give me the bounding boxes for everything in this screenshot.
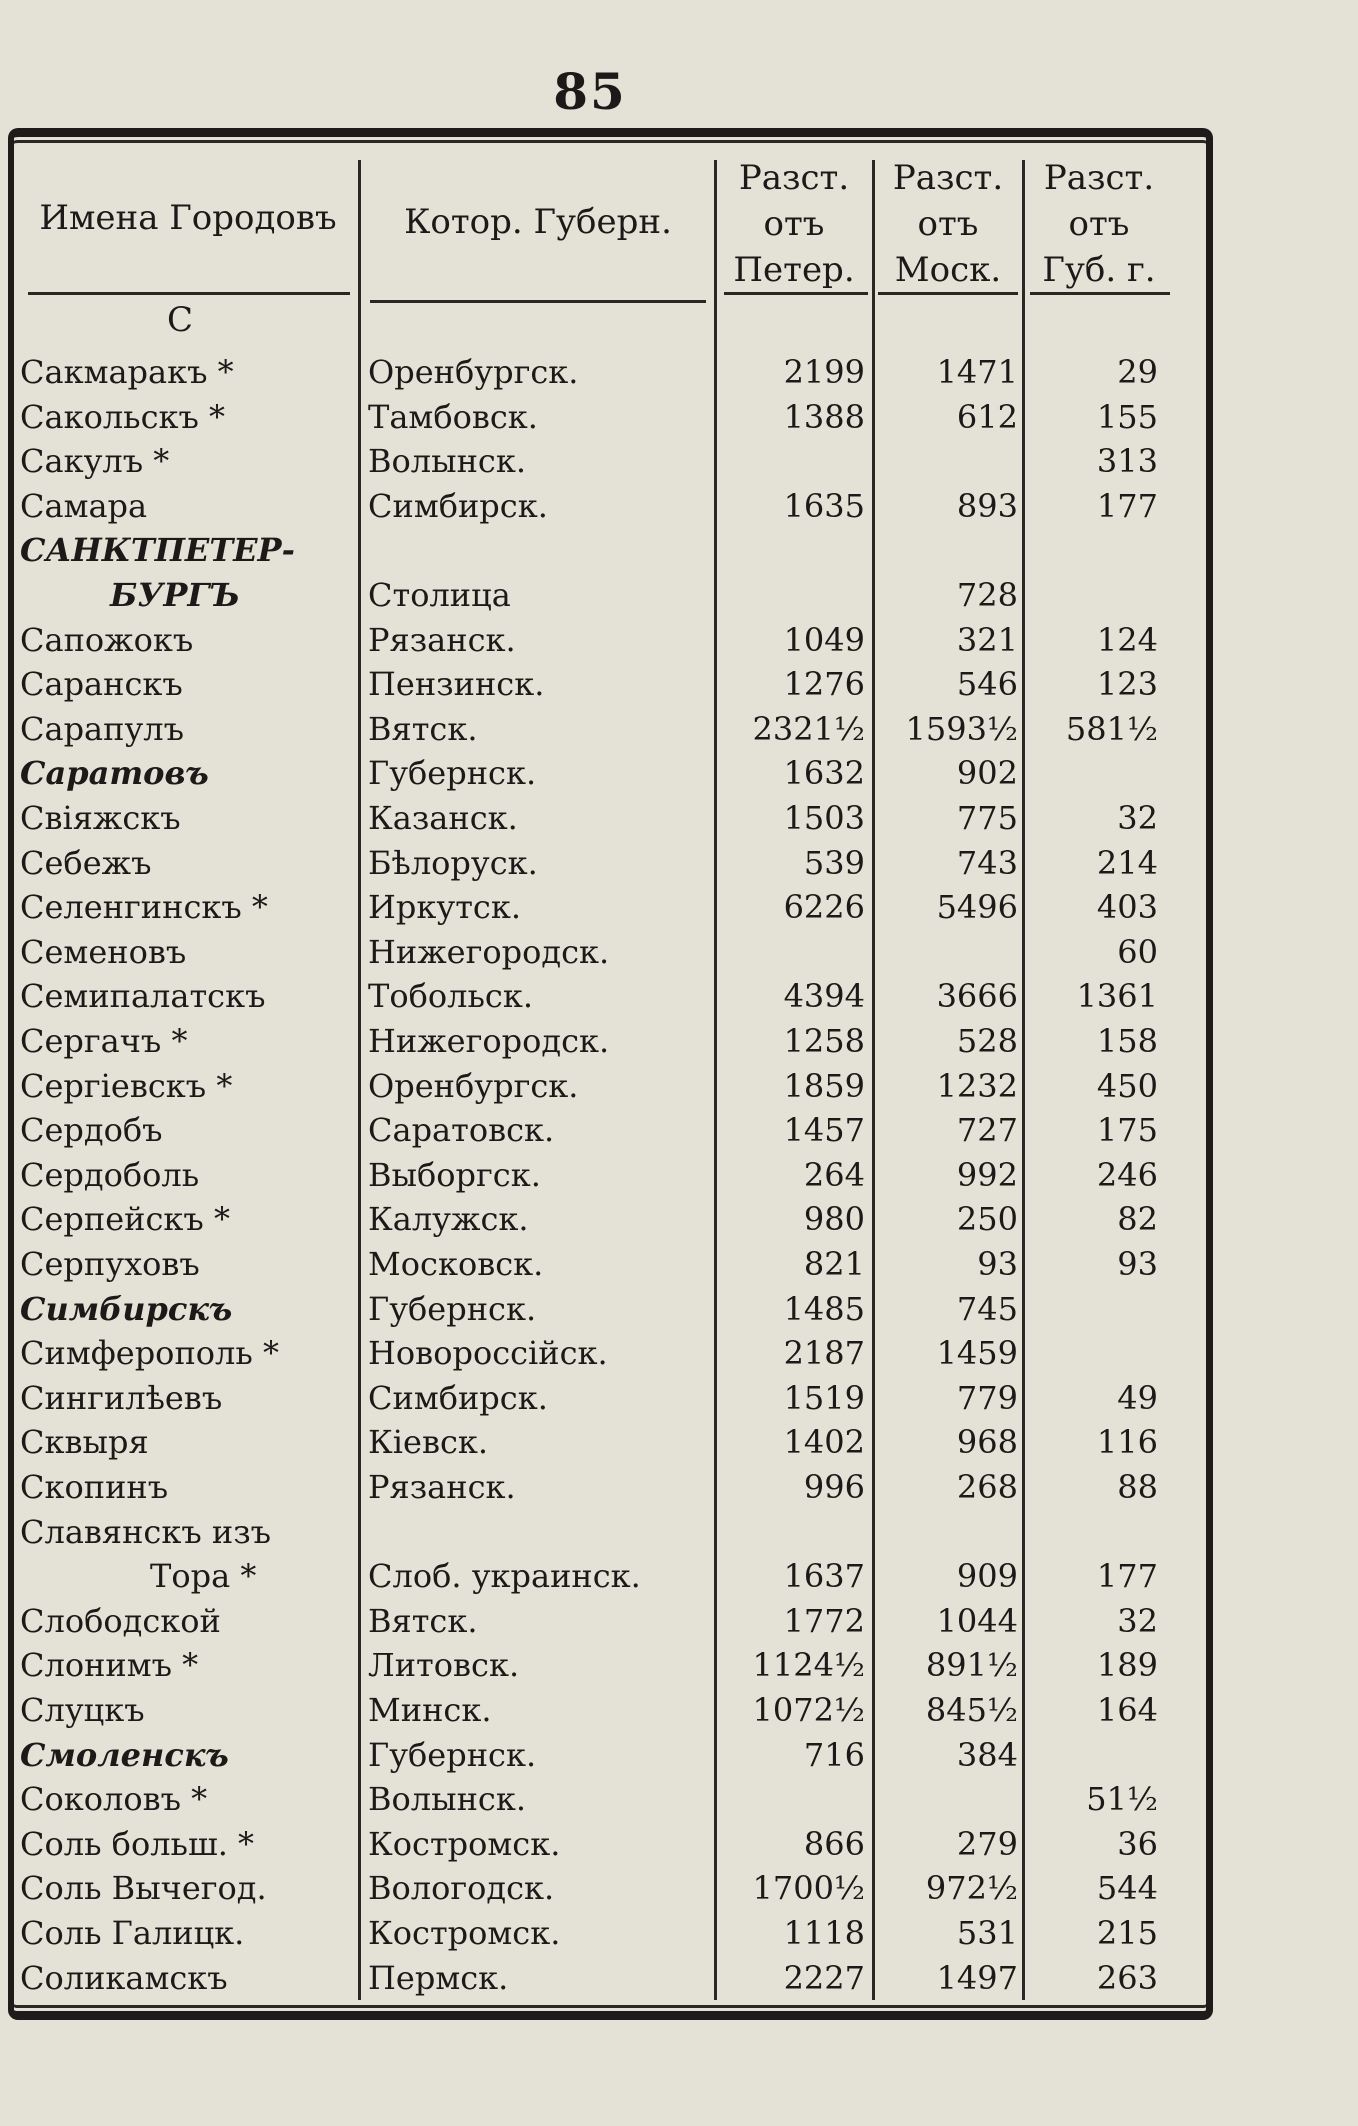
city-name: Симбирскъ	[20, 1289, 233, 1328]
city-name: Соль больш. *	[20, 1824, 255, 1863]
city-name: Сердоболь	[20, 1155, 200, 1194]
city-name: Себежъ	[20, 843, 152, 882]
distance-moscow: 279	[956, 1824, 1018, 1863]
distance-petersburg: 539	[803, 843, 865, 882]
distance-gubernia-town: 82	[1117, 1200, 1158, 1239]
distance-petersburg: 1388	[783, 397, 865, 436]
gubernia-name: Симбирск.	[368, 1378, 548, 1417]
distance-gubernia-town: 158	[1096, 1022, 1158, 1060]
city-name: Сапожокъ	[20, 620, 194, 659]
header-underline	[1030, 292, 1170, 295]
distance-moscow: 743	[956, 843, 1018, 882]
distance-gubernia-town: 60	[1117, 932, 1158, 971]
gubernia-name: Саратовск.	[368, 1111, 555, 1150]
city-name: БУРГЪ	[110, 576, 241, 614]
city-name: Сквыря	[20, 1423, 149, 1462]
city-name: Сакмаракъ *	[20, 353, 234, 391]
city-name: Сакулъ *	[20, 442, 170, 481]
distance-moscow: 909	[956, 1557, 1018, 1596]
city-name: Смоленскъ	[20, 1735, 229, 1774]
city-name: Саратовъ	[20, 754, 209, 793]
distance-petersburg: 6226	[783, 888, 865, 927]
distance-moscow: 1459	[936, 1334, 1018, 1373]
distance-moscow: 727	[956, 1111, 1018, 1150]
distance-gubernia-town: 123	[1096, 665, 1158, 704]
distance-petersburg: 2187	[783, 1334, 865, 1373]
distance-moscow: 3666	[936, 977, 1018, 1016]
distance-moscow: 779	[956, 1378, 1018, 1417]
distance-gubernia-town: 581½	[1065, 709, 1158, 748]
distance-petersburg: 996	[803, 1468, 865, 1506]
city-name: Саранскъ	[20, 665, 183, 704]
distance-moscow: 5496	[936, 888, 1018, 927]
gubernia-name: Пермск.	[368, 1958, 509, 1997]
distance-petersburg: 821	[803, 1245, 865, 1283]
distance-moscow: 93	[977, 1245, 1018, 1283]
distance-gubernia-town: 263	[1096, 1958, 1158, 1997]
city-name: Слободской	[20, 1601, 221, 1640]
distance-petersburg: 716	[803, 1735, 865, 1774]
distance-moscow: 968	[956, 1423, 1018, 1462]
gubernia-name: Губернск.	[368, 1735, 537, 1774]
gubernia-name: Костромск.	[368, 1914, 561, 1952]
distance-petersburg: 1072½	[752, 1691, 865, 1729]
city-name: Соль Вычегод.	[20, 1869, 267, 1908]
city-name: Соль Галицк.	[20, 1914, 245, 1952]
distance-moscow: 728	[956, 576, 1018, 614]
distance-moscow: 531	[956, 1914, 1018, 1952]
distance-moscow: 893	[956, 486, 1018, 525]
distance-gubernia-town: 189	[1096, 1646, 1158, 1685]
distance-moscow: 845½	[925, 1691, 1018, 1729]
distance-moscow: 902	[956, 754, 1018, 793]
distance-petersburg: 4394	[783, 977, 865, 1016]
distance-gubernia-town: 313	[1096, 442, 1158, 481]
distance-petersburg: 980	[803, 1200, 865, 1239]
city-name: Сердобъ	[20, 1111, 163, 1150]
gubernia-name: Вятск.	[368, 709, 478, 748]
distance-gubernia-town: 164	[1096, 1691, 1158, 1729]
distance-petersburg: 1118	[783, 1914, 865, 1952]
city-name: Соликамскъ	[20, 1958, 228, 1997]
gubernia-name: Оренбургск.	[368, 353, 579, 391]
distance-gubernia-town: 49	[1117, 1378, 1158, 1417]
distance-moscow: 992	[956, 1155, 1018, 1194]
gubernia-name: Губернск.	[368, 1289, 537, 1328]
distance-moscow: 1497	[936, 1958, 1018, 1997]
distance-petersburg: 1049	[783, 620, 865, 659]
gubernia-name: Московск.	[368, 1245, 544, 1283]
distance-moscow: 250	[956, 1200, 1018, 1239]
city-name: САНКТПЕТЕР-	[20, 531, 295, 570]
distance-gubernia-town: 51½	[1086, 1780, 1158, 1819]
gubernia-name: Казанск.	[368, 799, 518, 837]
city-name: Сергiевскъ *	[20, 1066, 233, 1105]
city-name: Славянскъ изъ	[20, 1512, 272, 1551]
gubernia-name: Тамбовск.	[368, 397, 538, 436]
gubernia-name: Губернск.	[368, 754, 537, 793]
distance-gubernia-town: 36	[1117, 1824, 1158, 1863]
city-name: Сергачъ *	[20, 1022, 188, 1060]
distance-moscow: 745	[956, 1289, 1018, 1328]
distance-gubernia-town: 246	[1096, 1155, 1158, 1194]
gubernia-name: Слоб. украинск.	[368, 1557, 641, 1596]
distance-moscow: 268	[956, 1468, 1018, 1506]
city-name: Серпуховъ	[20, 1245, 200, 1283]
gubernia-name: Волынск.	[368, 442, 526, 481]
header-underline	[878, 292, 1018, 295]
city-name: Скопинъ	[20, 1468, 169, 1506]
city-name: Семипалатскъ	[20, 977, 266, 1016]
city-name: Сарапулъ	[20, 709, 184, 748]
city-name: Серпейскъ *	[20, 1200, 230, 1239]
distance-petersburg: 1503	[783, 799, 865, 837]
distance-moscow: 612	[956, 397, 1018, 436]
distance-gubernia-town: 93	[1117, 1245, 1158, 1283]
distance-moscow: 1471	[936, 353, 1018, 391]
city-name: Селенгинскъ *	[20, 888, 268, 927]
distance-petersburg: 1402	[783, 1423, 865, 1462]
gubernia-name: Рязанск.	[368, 1468, 516, 1506]
gubernia-name: Нижегородск.	[368, 1022, 610, 1060]
distance-petersburg: 2199	[783, 353, 865, 391]
distance-moscow: 775	[956, 799, 1018, 837]
distance-gubernia-town: 215	[1096, 1914, 1158, 1952]
city-name: Симферополь *	[20, 1334, 279, 1373]
gubernia-name: Калужск.	[368, 1200, 529, 1239]
distance-gubernia-town: 32	[1117, 799, 1158, 837]
distance-gubernia-town: 88	[1117, 1468, 1158, 1506]
distance-gubernia-town: 124	[1096, 620, 1158, 659]
gubernia-name: Новороссiйск.	[368, 1334, 608, 1373]
distance-petersburg: 866	[803, 1824, 865, 1863]
city-name: Слуцкъ	[20, 1691, 145, 1729]
distance-gubernia-town: 177	[1096, 1557, 1158, 1596]
distance-moscow: 546	[956, 665, 1018, 704]
gubernia-name: Волынск.	[368, 1780, 526, 1819]
distance-moscow: 321	[956, 620, 1018, 659]
distance-petersburg: 1457	[783, 1111, 865, 1150]
distance-moscow: 528	[956, 1022, 1018, 1060]
section-letter: С	[166, 300, 193, 340]
city-name: Тора *	[150, 1557, 257, 1596]
distance-gubernia-town: 403	[1096, 888, 1158, 927]
distance-petersburg: 264	[803, 1155, 865, 1194]
distance-petersburg: 1258	[783, 1022, 865, 1060]
distance-petersburg: 1519	[783, 1378, 865, 1417]
distance-petersburg: 1700½	[752, 1869, 865, 1908]
distance-gubernia-town: 1361	[1076, 977, 1158, 1016]
gubernia-name: Столица	[368, 576, 511, 614]
column-rule	[1022, 160, 1025, 2000]
gubernia-name: Минск.	[368, 1691, 492, 1729]
distance-moscow: 972½	[925, 1869, 1018, 1908]
distance-gubernia-town: 32	[1117, 1601, 1158, 1640]
gubernia-name: Иркутск.	[368, 888, 522, 927]
distance-gubernia-town: 29	[1117, 353, 1158, 391]
distance-gubernia-town: 450	[1096, 1066, 1158, 1105]
distance-petersburg: 2227	[783, 1958, 865, 1997]
city-name: Семеновъ	[20, 932, 187, 971]
distance-petersburg: 1632	[783, 754, 865, 793]
city-name: Сингилѣевъ	[20, 1378, 223, 1417]
distance-gubernia-town: 544	[1096, 1869, 1158, 1908]
header-underline	[724, 292, 868, 295]
gubernia-name: Нижегородск.	[368, 932, 610, 971]
distance-petersburg: 1637	[783, 1557, 865, 1596]
header-underline	[28, 292, 350, 295]
distance-petersburg: 2321½	[752, 709, 865, 748]
distance-moscow: 384	[956, 1735, 1018, 1774]
distance-moscow: 891½	[925, 1646, 1018, 1685]
distance-gubernia-town: 175	[1096, 1111, 1158, 1150]
distance-gubernia-town: 214	[1096, 843, 1158, 882]
header-underline	[370, 300, 706, 303]
city-name: Слонимъ *	[20, 1646, 199, 1685]
distance-gubernia-town: 177	[1096, 486, 1158, 525]
distance-petersburg: 1124½	[752, 1646, 865, 1685]
city-name: Соколовъ *	[20, 1780, 208, 1819]
distance-moscow: 1044	[936, 1601, 1018, 1640]
gubernia-name: Выборгск.	[368, 1155, 541, 1194]
gubernia-name: Оренбургск.	[368, 1066, 579, 1105]
gubernia-name: Кiевск.	[368, 1423, 489, 1462]
distance-moscow: 1232	[936, 1066, 1018, 1105]
gubernia-name: Бѣлоруск.	[368, 843, 538, 882]
distance-petersburg: 1635	[783, 486, 865, 525]
distance-petersburg: 1485	[783, 1289, 865, 1328]
distance-gubernia-town: 155	[1096, 397, 1158, 436]
gubernia-name: Тобольск.	[368, 977, 533, 1016]
page-number: 85	[553, 62, 627, 121]
distance-petersburg: 1276	[783, 665, 865, 704]
city-name: Самара	[20, 486, 148, 525]
gubernia-name: Пензинск.	[368, 665, 545, 704]
gubernia-name: Литовск.	[368, 1646, 520, 1685]
header-city: Имена Городовъ	[39, 198, 337, 238]
gubernia-name: Вятск.	[368, 1601, 478, 1640]
city-name: Свiяжскъ	[20, 799, 181, 837]
distance-petersburg: 1772	[783, 1601, 865, 1640]
gubernia-name: Вологодск.	[368, 1869, 555, 1908]
gubernia-name: Рязанск.	[368, 620, 516, 659]
gubernia-name: Костромск.	[368, 1824, 561, 1863]
distance-gubernia-town: 116	[1096, 1423, 1158, 1462]
header-gubernia: Котор. Губерн.	[404, 202, 672, 242]
city-name: Сакольскъ *	[20, 397, 226, 436]
distance-petersburg: 1859	[783, 1066, 865, 1105]
distance-moscow: 1593½	[905, 709, 1018, 748]
gubernia-name: Симбирск.	[368, 486, 548, 525]
